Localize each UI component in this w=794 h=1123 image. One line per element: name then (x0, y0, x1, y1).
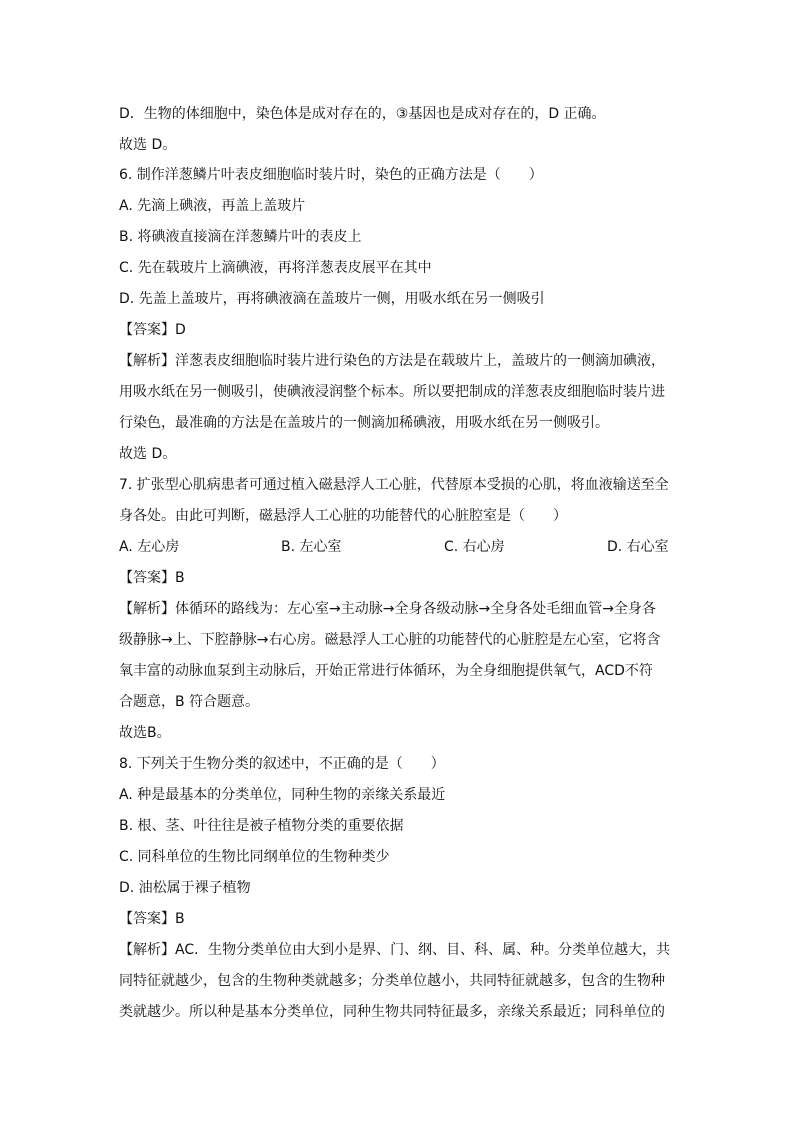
analysis-line: 【解析】洋葱表皮细胞临时装片进行染色的方法是在载玻片上，盖玻片的一侧滴加碘液， (119, 353, 665, 369)
option-b: B. 将碘液直接滴在洋葱鳞片叶的表皮上 (119, 229, 362, 245)
option-c: C. 先在载玻片上滴碘液，再将洋葱表皮展平在其中 (119, 260, 432, 276)
analysis-line: 类就越少。所以种是基本分类单位，同种生物共同特征最多，亲缘关系最近；同科单位的 (119, 1004, 665, 1020)
option-a: A. 种是最基本的分类单位，同种生物的亲缘关系最近 (119, 787, 446, 803)
analysis-line: 合题意，B 符合题意。 (119, 694, 260, 710)
text-line: 故选 D。 (119, 446, 177, 462)
answer-label: 【答案】B (119, 911, 185, 927)
answer-label: 【答案】B (119, 570, 185, 586)
question-7-cont: 身各处。由此可判断，磁悬浮人工心脏的功能替代的心脏腔室是（ ） (119, 508, 567, 524)
option-a: A. 先滴上碘液，再盖上盖玻片 (119, 198, 306, 214)
option-b: B. 左心室 (281, 539, 342, 555)
option-b: B. 根、茎、叶往往是被子植物分类的重要依据 (119, 818, 404, 834)
question-7-options (119, 538, 679, 556)
analysis-line: 【解析】体循环的路线为：左心室→主动脉→全身各级动脉→全身各处毛细血管→全身各 (119, 601, 656, 617)
option-a: A. 左心房 (119, 539, 180, 555)
analysis-line: 同特征就越少，包含的生物种类就越多；分类单位越小，共同特征就越多，包含的生物种 (119, 973, 665, 989)
analysis-line: 氧丰富的动脉血泵到主动脉后，开始正常进行体循环，为全身细胞提供氧气，ACD不符 (119, 663, 653, 679)
question-8: 8. 下列关于生物分类的叙述中，不正确的是（ ） (119, 756, 445, 772)
question-6: 6. 制作洋葱鳞片叶表皮细胞临时装片时，染色的正确方法是（ ） (119, 167, 543, 183)
option-d: D. 先盖上盖玻片，再将碘液滴在盖玻片一侧，用吸水纸在另一侧吸引 (119, 291, 545, 307)
analysis-line: 级静脉→上、下腔静脉→右心房。磁悬浮人工心脏的功能替代的心脏腔是左心室，它将含 (119, 632, 661, 648)
text-line: D．生物的体细胞中，染色体是成对存在的，③基因也是成对存在的，D 正确。 (119, 106, 606, 122)
option-d: D. 右心室 (607, 539, 669, 555)
option-d: D. 油松属于裸子植物 (119, 880, 251, 896)
option-c: C. 右心房 (444, 539, 505, 555)
text-line: 故选B。 (119, 725, 171, 741)
option-c: C. 同科单位的生物比同纲单位的生物种类少 (119, 849, 390, 865)
analysis-line: 用吸水纸在另一侧吸引，使碘液浸润整个标本。所以要把制成的洋葱表皮细胞临时装片进 (119, 384, 665, 400)
analysis-line: 【解析】AC．生物分类单位由大到小是界、门、纲、目、科、属、种。分类单位越大，共 (119, 942, 671, 958)
text-line: 故选 D。 (119, 137, 177, 153)
question-7: 7. 扩张型心肌病患者可通过植入磁悬浮人工心脏，代替原本受损的心肌，将血液输送至全 (119, 477, 669, 493)
analysis-line: 行染色，最准确的方法是在盖玻片的一侧滴加稀碘液，用吸水纸在另一侧吸引。 (119, 415, 609, 431)
answer-label: 【答案】D (119, 322, 186, 338)
